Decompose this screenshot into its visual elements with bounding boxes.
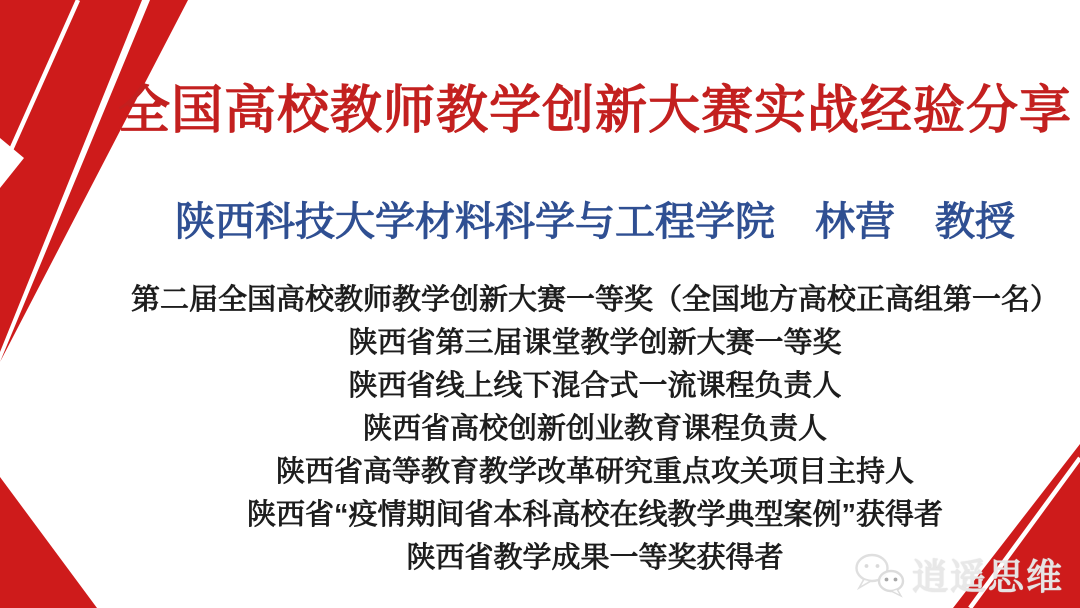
achievement-line: 陕西省第三届课堂教学创新大赛一等奖 (348, 326, 842, 359)
watermark-label: 逍遥思维 (911, 556, 1064, 597)
achievement-line: 陕西省“疫情期间省本科高校在线教学典型案例”获得者 (246, 498, 943, 531)
achievement-line: 陕西省教学成果一等奖获得者 (406, 541, 784, 574)
achievement-line: 陕西省高等教育教学改革研究重点攻关项目主持人 (275, 455, 914, 488)
bottom-left-triangle (0, 477, 97, 608)
slide-title: 全国高校教师教学创新大赛实战经验分享 (117, 82, 1072, 140)
achievement-line: 第二届全国高校教师教学创新大赛一等奖（全国地方高校正高组第一名） (130, 283, 1059, 316)
slide-content (112, 0, 1078, 608)
achievement-list (112, 279, 1078, 580)
slide-subtitle: 陕西科技大学材料科学与工程学院 林营 教授 (175, 199, 1015, 244)
achievement-line: 陕西省线上线下混合式一流课程负责人 (348, 369, 842, 402)
achievement-line: 陕西省高校创新创业教育课程负责人 (362, 412, 827, 445)
